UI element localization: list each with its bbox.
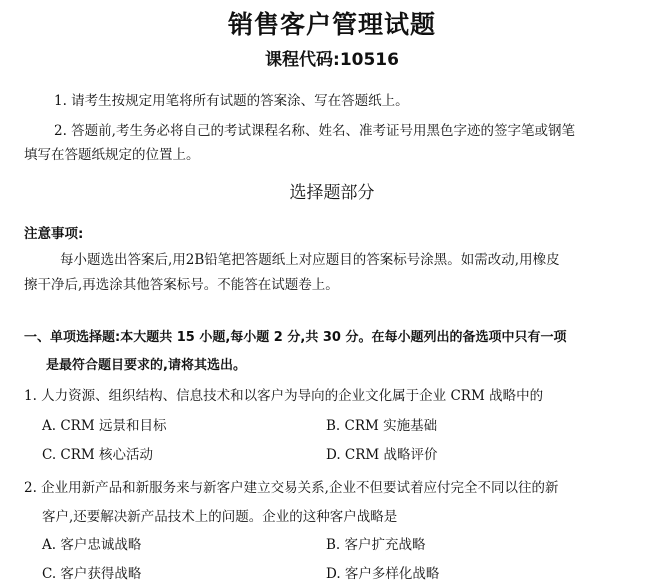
question-1-option-c: C. CRM 核心活动 xyxy=(42,447,154,463)
part1-heading-line-2: 是最符合题目要求的,请将其选出。 xyxy=(46,358,246,373)
exam-title: 销售客户管理试题 xyxy=(227,10,436,39)
question-2-stem-line-2: 客户,还要解决新产品技术上的问题。企业的这种客户战略是 xyxy=(42,509,398,525)
question-2-option-c: C. 客户获得战略 xyxy=(42,566,142,582)
question-1-stem: 1. 人力资源、组织结构、信息技术和以客户为导向的企业文化属于企业 CRM 战略中的 xyxy=(24,388,544,404)
notes-heading: 注意事项: xyxy=(24,226,84,242)
question-2-stem-line-1: 2. 企业用新产品和新服务来与新客户建立交易关系,企业不但要试着应付完全不同以往的新 xyxy=(24,480,559,496)
question-2-option-b: B. 客户扩充战略 xyxy=(326,537,426,553)
instruction-item-2-line-1: 2. 答题前,考生务必将自己的考试课程名称、姓名、准考证号用黑色字迹的签字笔或钢笔 xyxy=(54,123,575,139)
notes-line-1: 每小题选出答案后,用2B铅笔把答题纸上对应题目的答案标号涂黑。如需改动,用橡皮 xyxy=(60,252,560,268)
section-title: 选择题部分 xyxy=(289,183,375,203)
course-code: 课程代码:10516 xyxy=(265,50,399,70)
question-1-option-a: A. CRM 远景和目标 xyxy=(42,418,167,434)
part1-heading-line-1: 一、单项选择题:本大题共 15 小题,每小题 2 分,共 30 分。在每小题列出的备选项中只有一项 xyxy=(24,330,567,345)
instruction-item-2-line-2: 填写在答题纸规定的位置上。 xyxy=(24,147,200,163)
notes-line-2: 擦干净后,再选涂其他答案标号。不能答在试题卷上。 xyxy=(24,277,339,293)
question-2-option-a: A. 客户忠诚战略 xyxy=(42,537,142,553)
question-1-option-d: D. CRM 战略评价 xyxy=(326,447,438,463)
question-1-option-b: B. CRM 实施基础 xyxy=(326,418,438,434)
instruction-item-1: 1. 请考生按规定用笔将所有试题的答案涂、写在答题纸上。 xyxy=(54,93,409,109)
question-2-option-d: D. 客户多样化战略 xyxy=(326,566,440,582)
